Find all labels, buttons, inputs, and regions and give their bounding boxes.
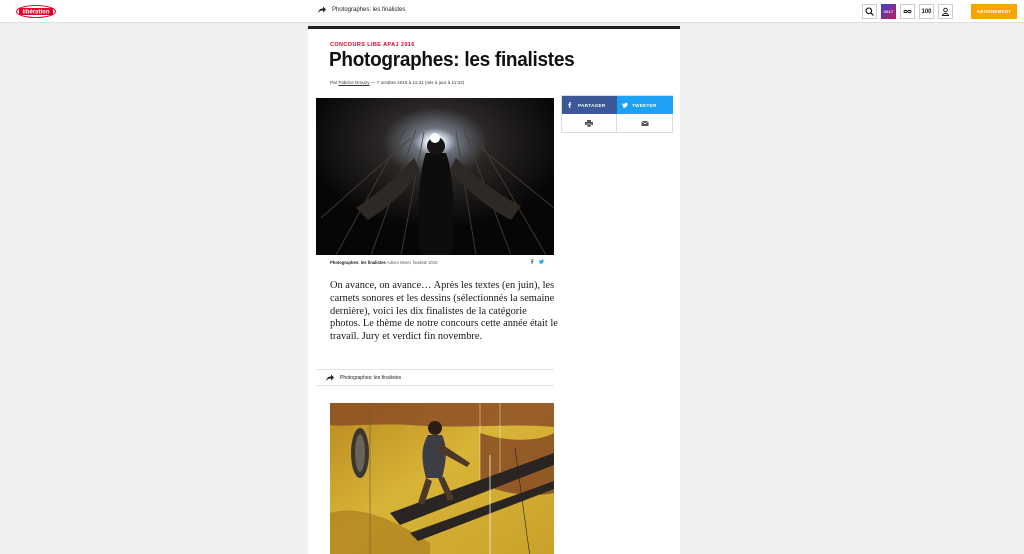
subscribe-button[interactable] [971, 4, 1017, 19]
facebook-share-button[interactable] [562, 96, 617, 114]
account-button[interactable] [938, 4, 953, 19]
twitter-icon [622, 102, 628, 108]
event-badge-label: 2017 [883, 9, 894, 14]
email-button[interactable] [617, 114, 673, 133]
print-icon [585, 120, 593, 127]
twitter-share-label: TWEETER [632, 102, 657, 108]
search-button[interactable] [862, 4, 877, 19]
photo-caption [330, 260, 438, 265]
logo-text: libération [22, 9, 50, 16]
share-arrow-icon [318, 6, 326, 13]
print-button[interactable] [562, 114, 617, 133]
author-link[interactable]: Fabrice Drouzy [338, 80, 370, 85]
infinity-icon [903, 7, 912, 16]
article-title: Photographes: les finalistes [329, 49, 575, 71]
inline-share-label: Photographes: les finalistes [340, 374, 402, 381]
inline-share-link[interactable] [316, 369, 554, 386]
facebook-icon[interactable] [530, 259, 535, 264]
lead-photo-image [316, 98, 554, 255]
article-kicker[interactable]: CONCOURS LIBE APAJ 2016 [330, 42, 415, 48]
subscribe-label: ABONNEMENT [976, 9, 1012, 14]
top-share-label: Photographes: les finalistes [332, 6, 406, 13]
liberation-logo[interactable] [16, 5, 56, 18]
article-byline [330, 80, 464, 85]
top-bar [0, 0, 1024, 23]
event-badge-button[interactable] [881, 4, 896, 19]
article-lead: On avance, on avance… Après les textes (en juin), les carnets sonores et les dessins (sélectionnés la semaine dernière), voici les dix finalistes de la catégorie photos. Le thème de notre concours cette année était le travail. Jury et verdict fin novembre. [330, 280, 558, 343]
user-icon [941, 7, 950, 16]
top-share-link[interactable] [318, 6, 405, 13]
search-icon [865, 7, 874, 16]
infinity-button[interactable] [900, 4, 915, 19]
article-date: — 7 octobre 2016 à 11:31 (mis à jour à 11:32) [370, 80, 465, 85]
twitter-share-button[interactable] [617, 96, 673, 114]
share-box [561, 95, 673, 133]
facebook-icon [567, 102, 573, 108]
caption-title: Photographes: les finalistes [330, 260, 386, 265]
twitter-icon[interactable] [539, 259, 544, 264]
second-photo-image [330, 403, 554, 554]
mail-icon [641, 120, 649, 127]
second-photo[interactable] [330, 403, 554, 554]
counter-button[interactable] [919, 4, 934, 19]
facebook-share-label: PARTAGER [578, 102, 606, 108]
share-arrow-icon [326, 374, 334, 381]
lead-photo[interactable] [316, 98, 554, 255]
counter-label: 100 [921, 8, 932, 15]
byline-prefix: Par [330, 80, 338, 85]
caption-credit: Adrien Morel, finaliste 2016 [386, 260, 438, 265]
